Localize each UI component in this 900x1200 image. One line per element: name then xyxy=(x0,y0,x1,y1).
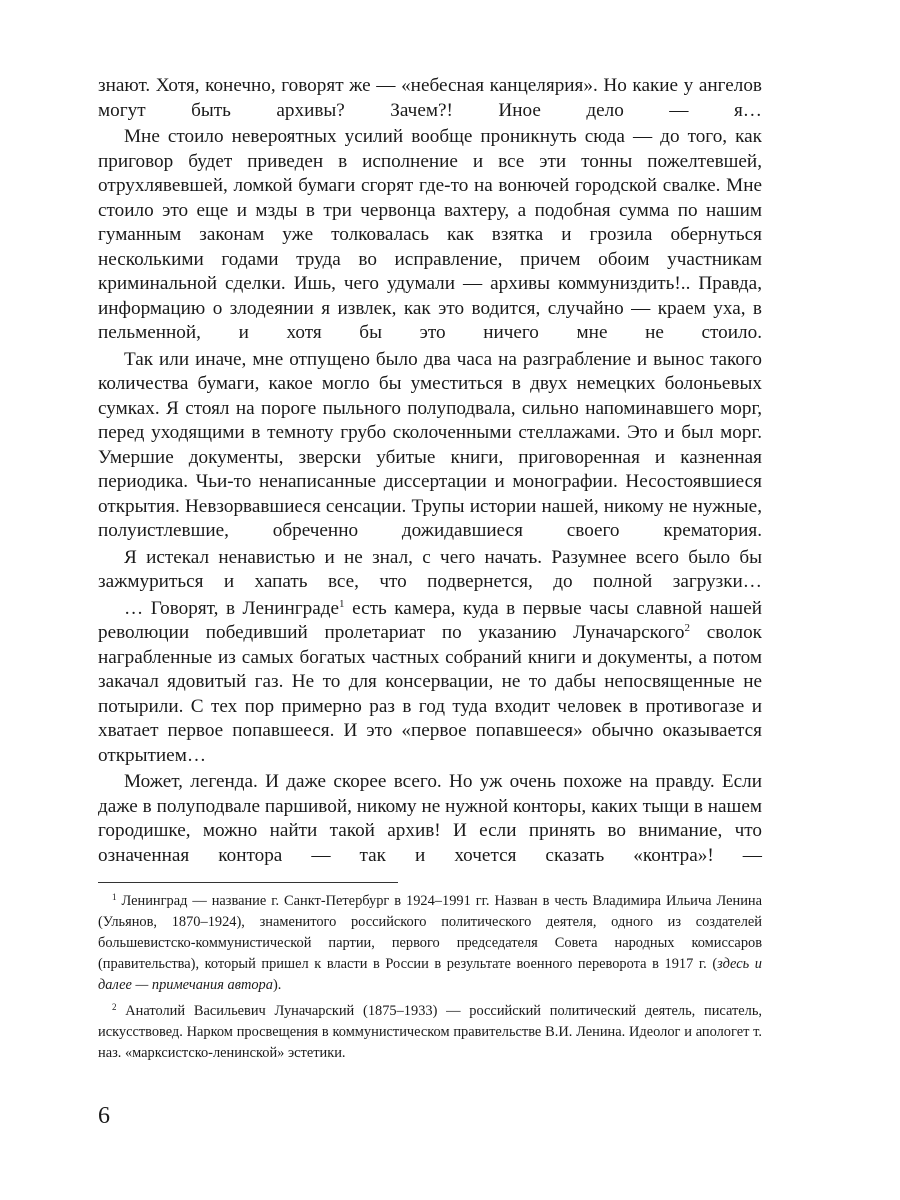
footnote-divider xyxy=(98,882,398,883)
footnote-ref-1: 1 xyxy=(339,597,345,610)
footnote-2 xyxy=(98,1001,762,1064)
paragraph-5-part-1: … Говорят, в Ленинграде xyxy=(124,597,340,619)
footnote-2-text: Анатолий Васильевич Луначарский (1875–1933) — российский политический деятель, писатель, искусствовед. Нарком просвещения в коммунистическом правительстве В.И. Ленина. Идеолог и апологет т. наз. «марксистско-ленинской» эстетики. xyxy=(98,1003,762,1061)
footnote-2-mark: 2 xyxy=(112,1002,117,1012)
paragraph-1: знают. Хотя, конечно, говорят же — «небесная канцелярия». Но какие у ангелов могут быть архивы? Зачем?! Иное дело — я… xyxy=(98,75,762,121)
footnote-1 xyxy=(98,891,762,996)
footnotes xyxy=(98,891,762,1064)
paragraph-3: Так или иначе, мне отпущено было два часа на разграбление и вынос такого количества бумаги, какое могло бы уместиться в двух немецких болоньевых сумках. Я стоял на пороге пыльного полуподвала, сильно напоминавшего морг, перед уходящими в темноту грубо сколоченными стеллажами. Это и был морг. Умершие документы, зверски убитые книги, приговоренная и казненная периодика. Чьи-то ненаписанные диссертации и монографии. Несостоявшиеся открытия. Невзорвавшиеся сенсации. Трупы истории нашей, никому не нужные, полуистлевшие, обреченно дожидавшиеся своего крематория. xyxy=(98,348,762,541)
footnote-ref-2: 2 xyxy=(684,622,691,634)
footnote-1-text: Ленинград — название г. Санкт-Петербург в 1924–1991 гг. Назван в честь Владимира Ильича Ленина (Ульянов, 1870–1924), знаменитого российского политического деятеля, одного из создателей большевистско-коммунистической партии, первого председателя Совета народных комиссаров (правительства), который пришел к власти в России в результате военного переворота в 1917 г. ( xyxy=(98,893,762,972)
paragraph-4: Я истекал ненавистью и не знал, с чего начать. Разумнее всего было бы зажмуриться и хапать все, что подвернется, до полной загрузки… xyxy=(98,546,762,592)
footnote-1-mark: 1 xyxy=(112,892,117,902)
paragraph-6: Может, легенда. И даже скорее всего. Но уж очень похоже на правду. Если даже в полуподвале паршивой, никому не нужной конторы, каких тыщи в нашем городишке, можно найти такой архив! И если принять во внимание, что означенная контора — так и хочется сказать «контра»! — xyxy=(98,771,762,866)
paragraph-5-part-3: сволок награбленные из самых богатых частных собраний книги и документы, а потом закачал ядовитый газ. Не то для консервации, не то дабы непосвященные не потырили. С тех пор примерно раз в год туда входит человек в противогазе и хватает первое попавшееся. И это «первое попавшееся» обычно оказывается открытием… xyxy=(98,622,762,766)
main-text xyxy=(98,74,762,868)
footnote-1-italic: здесь и далее — примечания автора xyxy=(98,956,762,993)
paragraph-5-part-2: есть камера, куда в первые часы славной нашей революции победивший пролетариат по указанию Луначарского xyxy=(98,597,762,643)
page-content xyxy=(98,74,762,1069)
footnote-1-tail: ). xyxy=(272,977,282,993)
paragraph-2: Мне стоило невероятных усилий вообще проникнуть сюда — до того, как приговор будет приведен в исполнение и все эти тонны пожелтевшей, отрухлявевшей, ломкой бумаги сгорят где-то на вонючей городской свалке. Мне стоило это еще и мзды в три червонца вахтеру, а подобная сумма по нашим гуманным законам уже толковалась как взятка и грозила обернуться несколькими годами труда во исправление, причем обоим участникам криминальной сделки. Ишь, чего удумали — архивы коммуниздить!.. Правда, информацию о злодеянии я извлек, как это водится, случайно — краем уха, в пельменной, и хотя бы это ничего мне не стоило. xyxy=(98,126,762,343)
page-number: 6 xyxy=(98,1103,110,1129)
paragraph-5 xyxy=(98,597,762,769)
